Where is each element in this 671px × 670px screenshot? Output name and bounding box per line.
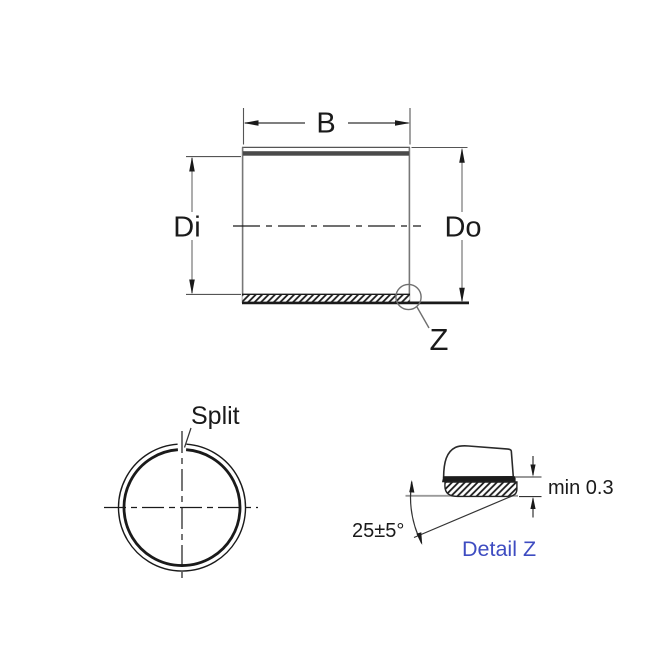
di-arrow-bottom [189, 280, 195, 295]
detail-sliding-layer [445, 482, 517, 496]
split-label: Split [191, 402, 240, 430]
dimension-di [173, 157, 241, 295]
section-hatch-layer [242, 294, 409, 302]
thickness-arrow-up [530, 497, 535, 509]
dimension-do [410, 148, 482, 303]
angle-arc-arrow-bottom [416, 532, 422, 545]
angle-arc-arrow-top [409, 480, 414, 493]
thickness-arrow-down [530, 465, 535, 477]
min-thickness-label: min 0.3 [548, 477, 614, 499]
inner-diameter-label: Di [173, 211, 201, 244]
outer-diameter-label: Do [444, 211, 482, 244]
chamfer-angle-line [414, 496, 513, 538]
detail-callout-label: Z [429, 322, 449, 357]
detail-steel-backing [444, 446, 514, 477]
b-arrow-right [395, 120, 410, 126]
do-arrow-top [459, 148, 465, 163]
section-liner-layer [243, 151, 409, 156]
split-ring-view [104, 402, 258, 582]
callout-leader-line [417, 307, 429, 328]
detail-title: Detail Z [462, 537, 537, 561]
width-label: B [316, 107, 336, 140]
b-arrow-left [244, 120, 259, 126]
chamfer-angle-label: 25±5° [352, 520, 405, 542]
do-arrow-bottom [459, 288, 465, 303]
dimension-b [244, 108, 411, 145]
di-arrow-top [189, 157, 195, 172]
bushing-section-view [233, 147, 421, 303]
detail-z-view [352, 446, 614, 561]
